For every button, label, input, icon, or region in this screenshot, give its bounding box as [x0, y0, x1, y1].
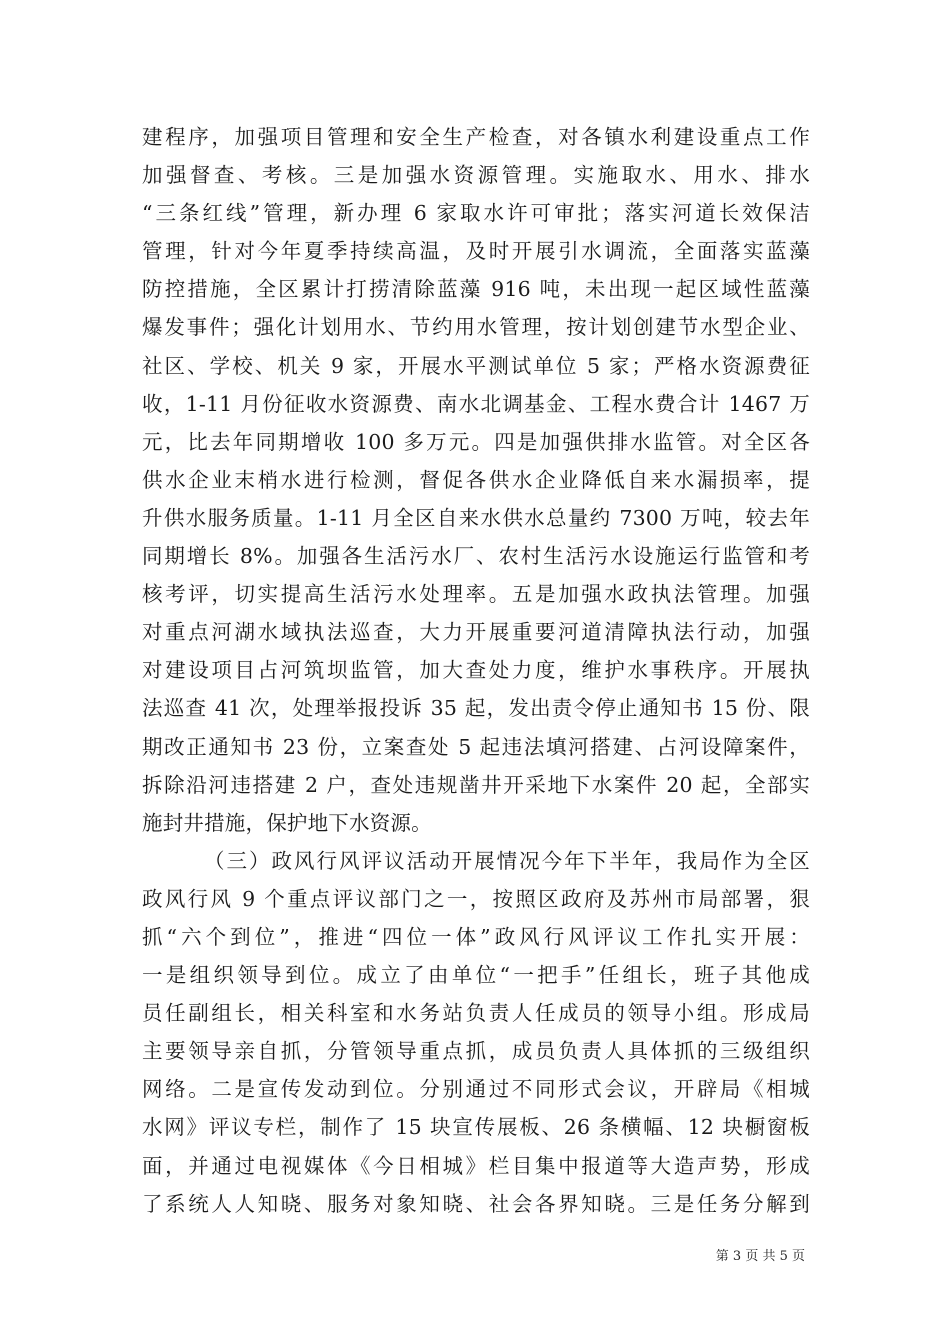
- text-line: 元，比去年同期增收 100 多万元。四是加强供排水监管。对全区各: [142, 429, 810, 454]
- text-line: 管理，针对今年夏季持续高温，及时开展引水调流，全面落实蓝藻: [142, 239, 810, 264]
- text-line: 了系统人人知晓、服务对象知晓、社会各界知晓。三是任务分解到: [142, 1191, 810, 1216]
- text-line: 拆除沿河违搭建 2 户，查处违规凿井开采地下水案件 20 起，全部实: [142, 772, 810, 797]
- text-line: 一是组织领导到位。成立了由单位“一把手”任组长，班子其他成: [142, 963, 810, 988]
- page-number: 第 3 页 共 5 页: [715, 1249, 805, 1264]
- text-line: 主要领导亲自抓，分管领导重点抓，成员负责人具体抓的三级组织: [142, 1039, 810, 1064]
- text-line: 核考评，切实提高生活污水处理率。五是加强水政执法管理。加强: [142, 582, 810, 607]
- text-line: 法巡查 41 次，处理举报投诉 35 起，发出责令停止通知书 15 份、限: [142, 696, 810, 721]
- paragraph-end-line: 施封井措施，保护地下水资源。: [142, 810, 432, 835]
- text-line: 网络。二是宣传发动到位。分别通过不同形式会议，开辟局《相城: [142, 1077, 810, 1102]
- text-line: 升供水服务质量。1-11 月全区自来水供水总量约 7300 万吨，较去年: [142, 505, 810, 530]
- text-line: 水网》评议专栏，制作了 15 块宣传展板、26 条横幅、12 块橱窗板: [142, 1115, 810, 1140]
- text-line: 面，并通过电视媒体《今日相城》栏目集中报道等大造声势，形成: [142, 1153, 810, 1178]
- text-line: 建程序，加强项目管理和安全生产检查，对各镇水利建设重点工作: [142, 125, 810, 149]
- text-line: 政风行风 9 个重点评议部门之一，按照区政府及苏州市局部署，狠: [142, 886, 810, 911]
- text-line: 加强督查、考核。三是加强水资源管理。实施取水、用水、排水: [142, 163, 810, 188]
- text-line: 防控措施，全区累计打捞清除蓝藻 916 吨，未出现一起区域性蓝藻: [142, 277, 810, 302]
- section-heading-line: （三）政风行风评议活动开展情况今年下半年，我局作为全区: [204, 848, 810, 873]
- text-line: 同期增长 8%。加强各生活污水厂、农村生活污水设施运行监管和考: [142, 544, 810, 569]
- text-line: 爆发事件；强化计划用水、节约用水管理，按计划创建节水型企业、: [142, 315, 810, 340]
- text-line: 收，1-11 月份征收水资源费、南水北调基金、工程水费合计 1467 万: [142, 391, 810, 416]
- text-line: 对重点河湖水域执法巡查，大力开展重要河道清障执法行动，加强: [142, 620, 810, 645]
- text-line: “三条红线”管理，新办理 6 家取水许可审批；落实河道长效保洁: [142, 201, 810, 226]
- text-line: 对建设项目占河筑坝监管，加大查处力度，维护水事秩序。开展执: [142, 658, 810, 683]
- text-line: 员任副组长，相关科室和水务站负责人任成员的领导小组。形成局: [142, 1001, 810, 1026]
- text-line: 抓“六个到位”，推进“四位一体”政风行风评议工作扎实开展：: [142, 924, 810, 949]
- document-body: [142, 118, 810, 1223]
- text-line: 期改正通知书 23 份，立案查处 5 起违法填河搭建、占河设障案件，: [142, 734, 810, 759]
- text-line: 供水企业末梢水进行检测，督促各供水企业降低自来水漏损率，提: [142, 467, 810, 492]
- text-line: 社区、学校、机关 9 家，开展水平测试单位 5 家；严格水资源费征: [142, 353, 810, 378]
